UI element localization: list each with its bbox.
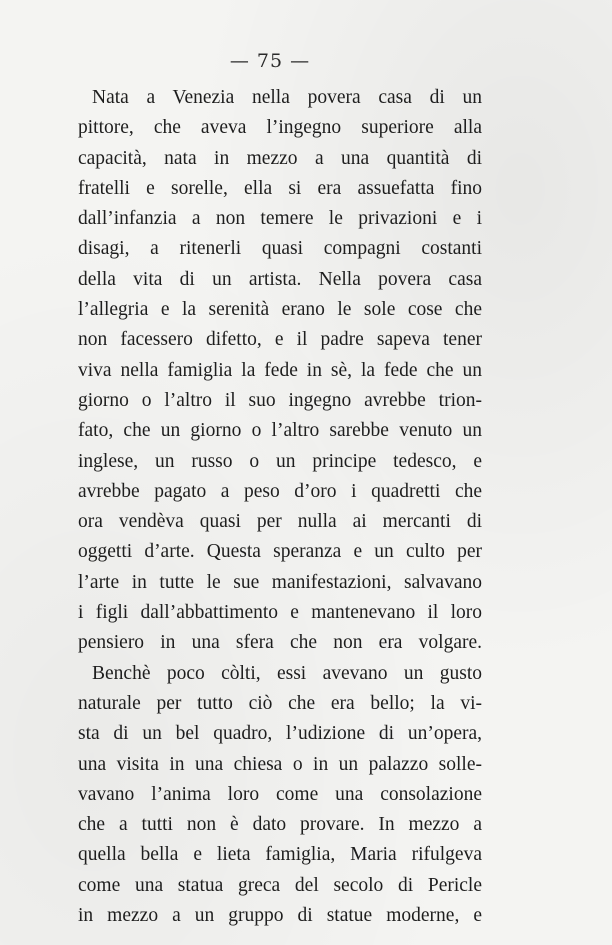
text-line: pittore, che aveva l’ingegno superiore alla bbox=[78, 117, 482, 139]
text-line: l’allegria e la serenità erano le sole cose che bbox=[78, 299, 482, 321]
text-line: come una statua greca del secolo di Pericle bbox=[78, 874, 482, 896]
text-line: fratelli e sorelle, ella si era assuefatta fino bbox=[78, 177, 482, 199]
text-line: naturale per tutto ciò che era bello; la vi- bbox=[78, 692, 482, 714]
text-line: pensiero in una sfera che non era volgare. bbox=[78, 632, 482, 654]
text-line: i figli dall’abbattimento e mantenevano il loro bbox=[78, 602, 482, 624]
text-line: della vita di un artista. Nella povera casa bbox=[78, 268, 482, 290]
text-line: quella bella e lieta famiglia, Maria rifulgeva bbox=[78, 844, 482, 866]
text-line: in mezzo a un gruppo di statue moderne, e bbox=[78, 905, 482, 927]
text-line: vavano l’anima loro come una consolazione bbox=[78, 783, 482, 805]
text-line: giorno o l’altro il suo ingegno avrebbe trion- bbox=[78, 389, 482, 411]
text-line: inglese, un russo o un principe tedesco, e bbox=[78, 450, 482, 472]
text-line: Benchè poco còlti, essi avevano un gusto bbox=[92, 662, 482, 684]
body-text bbox=[78, 83, 482, 931]
text-line: una visita in una chiesa o in un palazzo solle- bbox=[78, 753, 482, 775]
text-line: capacità, nata in mezzo a una quantità di bbox=[78, 147, 482, 169]
text-line: sta di un bel quadro, l’udizione di un’opera, bbox=[78, 723, 482, 745]
text-line: ora vendèva quasi per nulla ai mercanti di bbox=[78, 511, 482, 533]
text-line: avrebbe pagato a peso d’oro i quadretti che bbox=[78, 480, 482, 502]
text-line: oggetti d’arte. Questa speranza e un culto per bbox=[78, 541, 482, 563]
text-line: che a tutti non è dato provare. In mezzo a bbox=[78, 814, 482, 836]
text-line: Nata a Venezia nella povera casa di un bbox=[92, 87, 482, 108]
text-line: l’arte in tutte le sue manifestazioni, salvavano bbox=[78, 571, 482, 593]
text-line: disagi, a ritenerli quasi compagni costanti bbox=[78, 238, 482, 260]
text-line: dall’infanzia a non temere le privazioni e i bbox=[78, 208, 482, 230]
text-line: fato, che un giorno o l’altro sarebbe venuto un bbox=[78, 420, 482, 442]
text-line: non facessero difetto, e il padre sapeva tener bbox=[78, 329, 482, 351]
text-line: viva nella famiglia la fede in sè, la fede che un bbox=[78, 359, 482, 381]
page-number: — 75 — bbox=[229, 50, 311, 72]
